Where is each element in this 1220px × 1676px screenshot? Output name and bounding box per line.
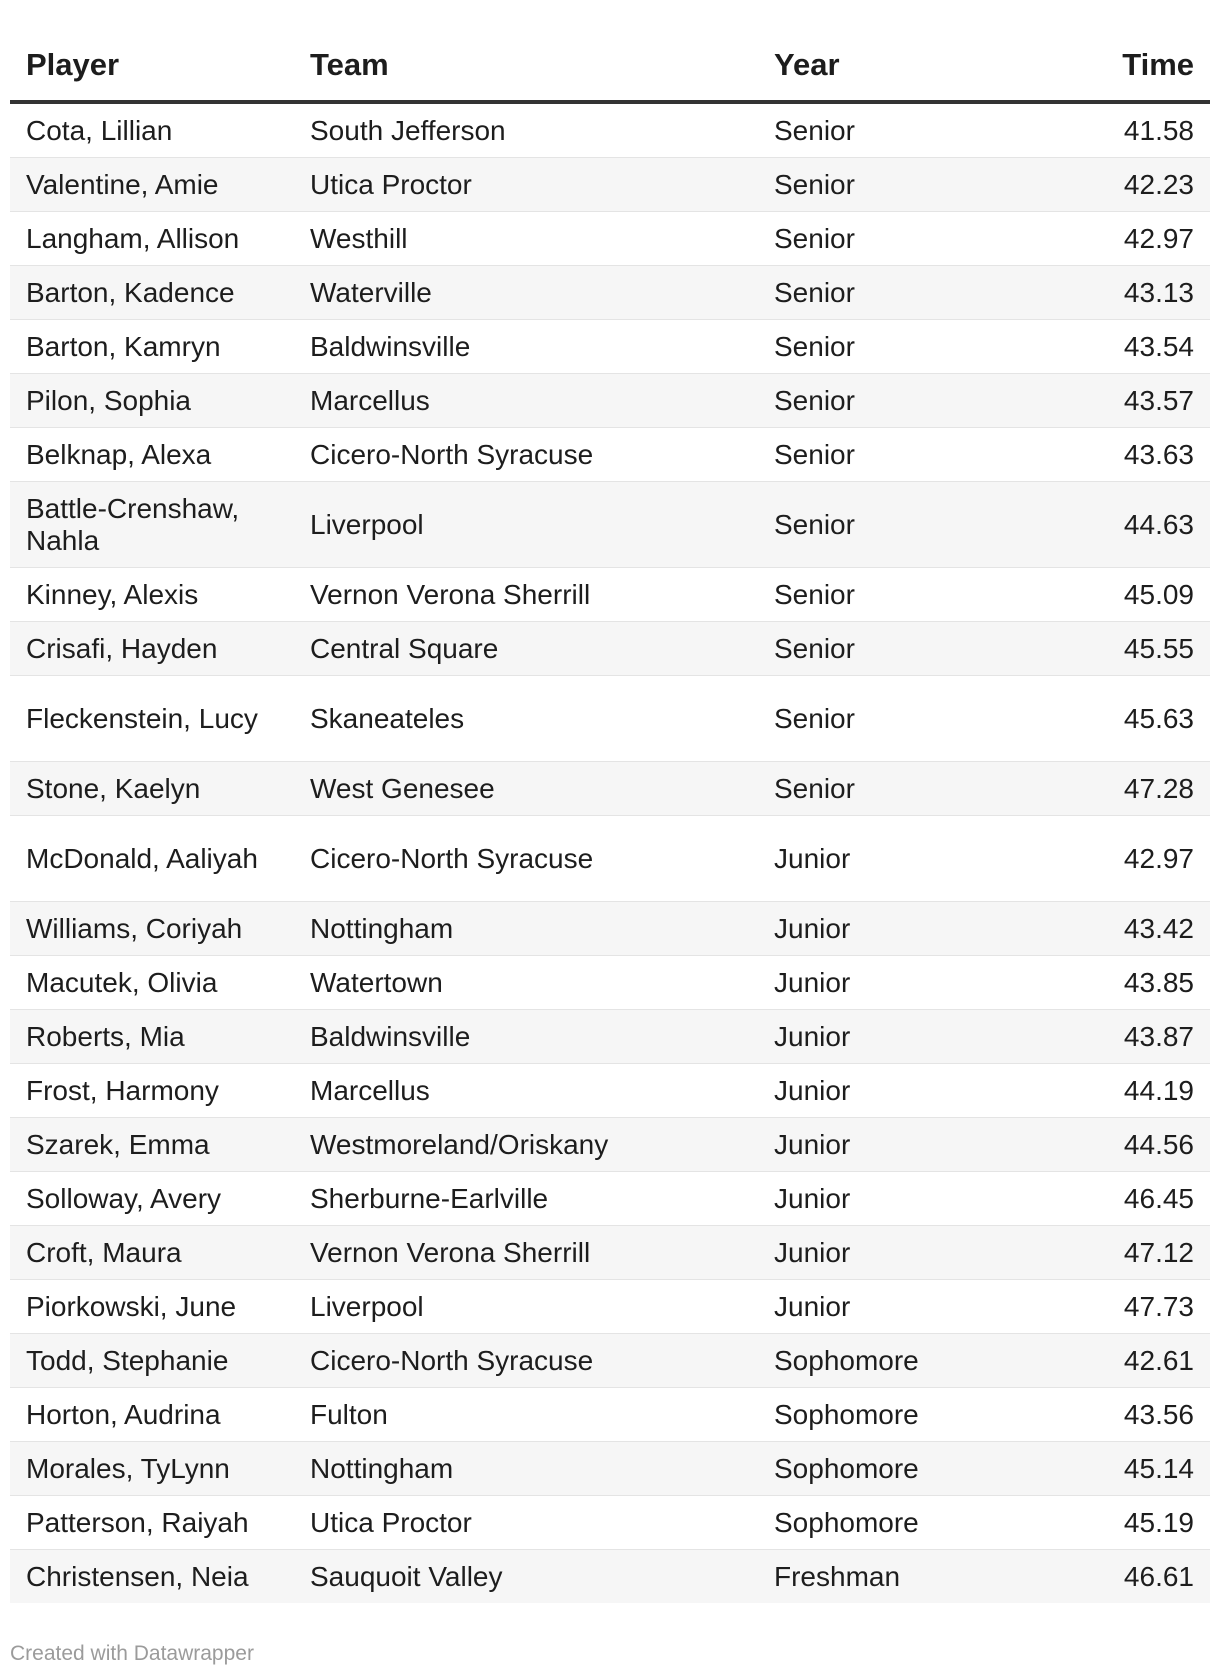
table-row xyxy=(10,902,1210,956)
table-body xyxy=(10,102,1210,1603)
table-row xyxy=(10,374,1210,428)
table-row xyxy=(10,266,1210,320)
table-row xyxy=(10,1442,1210,1496)
year-cell: Senior xyxy=(758,622,1024,676)
year-cell: Senior xyxy=(758,762,1024,816)
year-cell: Sophomore xyxy=(758,1442,1024,1496)
time-cell: 45.55 xyxy=(1024,622,1210,676)
player-cell: Croft, Maura xyxy=(10,1226,294,1280)
year-cell: Senior xyxy=(758,374,1024,428)
column-header-player[interactable]: Player xyxy=(10,30,294,102)
player-cell: Todd, Stephanie xyxy=(10,1334,294,1388)
time-cell: 43.54 xyxy=(1024,320,1210,374)
year-cell: Sophomore xyxy=(758,1334,1024,1388)
year-cell: Senior xyxy=(758,320,1024,374)
time-cell: 44.63 xyxy=(1024,482,1210,568)
team-cell: Utica Proctor xyxy=(294,158,758,212)
time-cell: 45.63 xyxy=(1024,676,1210,762)
year-cell: Junior xyxy=(758,1118,1024,1172)
team-cell: Sherburne-Earlville xyxy=(294,1172,758,1226)
team-cell: Marcellus xyxy=(294,374,758,428)
column-header-team[interactable]: Team xyxy=(294,30,758,102)
table-header-row xyxy=(10,30,1210,102)
player-cell: Barton, Kadence xyxy=(10,266,294,320)
table-row xyxy=(10,1064,1210,1118)
time-cell: 43.63 xyxy=(1024,428,1210,482)
column-header-time[interactable]: Time xyxy=(1024,30,1210,102)
year-cell: Sophomore xyxy=(758,1496,1024,1550)
team-cell: Sauquoit Valley xyxy=(294,1550,758,1604)
time-cell: 46.45 xyxy=(1024,1172,1210,1226)
year-cell: Senior xyxy=(758,102,1024,158)
player-cell: Piorkowski, June xyxy=(10,1280,294,1334)
year-cell: Senior xyxy=(758,158,1024,212)
table-row xyxy=(10,1010,1210,1064)
player-cell: Belknap, Alexa xyxy=(10,428,294,482)
results-table xyxy=(10,30,1210,1603)
team-cell: Baldwinsville xyxy=(294,1010,758,1064)
player-cell: Battle-Crenshaw, Nahla xyxy=(10,482,294,568)
team-cell: West Genesee xyxy=(294,762,758,816)
year-cell: Freshman xyxy=(758,1550,1024,1604)
table-row xyxy=(10,212,1210,266)
team-cell: Marcellus xyxy=(294,1064,758,1118)
team-cell: Skaneateles xyxy=(294,676,758,762)
team-cell: Westmoreland/Oriskany xyxy=(294,1118,758,1172)
player-cell: Szarek, Emma xyxy=(10,1118,294,1172)
time-cell: 42.97 xyxy=(1024,212,1210,266)
table-row xyxy=(10,622,1210,676)
time-cell: 43.42 xyxy=(1024,902,1210,956)
time-cell: 45.19 xyxy=(1024,1496,1210,1550)
player-cell: Langham, Allison xyxy=(10,212,294,266)
year-cell: Junior xyxy=(758,902,1024,956)
year-cell: Senior xyxy=(758,212,1024,266)
year-cell: Sophomore xyxy=(758,1388,1024,1442)
team-cell: Central Square xyxy=(294,622,758,676)
table-row xyxy=(10,1118,1210,1172)
year-cell: Senior xyxy=(758,568,1024,622)
time-cell: 45.09 xyxy=(1024,568,1210,622)
year-cell: Senior xyxy=(758,482,1024,568)
year-cell: Junior xyxy=(758,1280,1024,1334)
year-cell: Junior xyxy=(758,956,1024,1010)
time-cell: 43.13 xyxy=(1024,266,1210,320)
table-row xyxy=(10,762,1210,816)
table-row xyxy=(10,676,1210,762)
time-cell: 44.19 xyxy=(1024,1064,1210,1118)
table-row xyxy=(10,1550,1210,1604)
team-cell: Westhill xyxy=(294,212,758,266)
player-cell: Williams, Coriyah xyxy=(10,902,294,956)
player-cell: Fleckenstein, Lucy xyxy=(10,676,294,762)
player-cell: Valentine, Amie xyxy=(10,158,294,212)
team-cell: Vernon Verona Sherrill xyxy=(294,568,758,622)
player-cell: Frost, Harmony xyxy=(10,1064,294,1118)
year-cell: Junior xyxy=(758,816,1024,902)
year-cell: Senior xyxy=(758,428,1024,482)
player-cell: Kinney, Alexis xyxy=(10,568,294,622)
time-cell: 43.56 xyxy=(1024,1388,1210,1442)
player-cell: Pilon, Sophia xyxy=(10,374,294,428)
player-cell: Roberts, Mia xyxy=(10,1010,294,1064)
time-cell: 42.23 xyxy=(1024,158,1210,212)
player-cell: Solloway, Avery xyxy=(10,1172,294,1226)
team-cell: Nottingham xyxy=(294,902,758,956)
player-cell: McDonald, Aaliyah xyxy=(10,816,294,902)
player-cell: Crisafi, Hayden xyxy=(10,622,294,676)
player-cell: Horton, Audrina xyxy=(10,1388,294,1442)
team-cell: Vernon Verona Sherrill xyxy=(294,1226,758,1280)
datawrapper-credit: Created with Datawrapper xyxy=(10,1642,254,1665)
year-cell: Junior xyxy=(758,1064,1024,1118)
time-cell: 47.12 xyxy=(1024,1226,1210,1280)
table-row xyxy=(10,1280,1210,1334)
time-cell: 41.58 xyxy=(1024,102,1210,158)
year-cell: Junior xyxy=(758,1172,1024,1226)
time-cell: 46.61 xyxy=(1024,1550,1210,1604)
table-row xyxy=(10,816,1210,902)
time-cell: 47.28 xyxy=(1024,762,1210,816)
table-row xyxy=(10,1388,1210,1442)
player-cell: Christensen, Neia xyxy=(10,1550,294,1604)
player-cell: Macutek, Olivia xyxy=(10,956,294,1010)
time-cell: 43.57 xyxy=(1024,374,1210,428)
team-cell: Nottingham xyxy=(294,1442,758,1496)
time-cell: 43.87 xyxy=(1024,1010,1210,1064)
team-cell: Baldwinsville xyxy=(294,320,758,374)
table-row xyxy=(10,158,1210,212)
team-cell: Cicero-North Syracuse xyxy=(294,428,758,482)
year-cell: Senior xyxy=(758,266,1024,320)
team-cell: Waterville xyxy=(294,266,758,320)
player-cell: Morales, TyLynn xyxy=(10,1442,294,1496)
table-row xyxy=(10,1226,1210,1280)
year-cell: Junior xyxy=(758,1226,1024,1280)
table-row xyxy=(10,568,1210,622)
table-row xyxy=(10,1496,1210,1550)
time-cell: 44.56 xyxy=(1024,1118,1210,1172)
team-cell: Utica Proctor xyxy=(294,1496,758,1550)
player-cell: Stone, Kaelyn xyxy=(10,762,294,816)
time-cell: 45.14 xyxy=(1024,1442,1210,1496)
year-cell: Senior xyxy=(758,676,1024,762)
player-cell: Barton, Kamryn xyxy=(10,320,294,374)
team-cell: Watertown xyxy=(294,956,758,1010)
time-cell: 43.85 xyxy=(1024,956,1210,1010)
table-row xyxy=(10,428,1210,482)
table-row xyxy=(10,482,1210,568)
team-cell: Cicero-North Syracuse xyxy=(294,816,758,902)
table-row xyxy=(10,102,1210,158)
team-cell: South Jefferson xyxy=(294,102,758,158)
player-cell: Cota, Lillian xyxy=(10,102,294,158)
team-cell: Liverpool xyxy=(294,482,758,568)
table-row xyxy=(10,1334,1210,1388)
team-cell: Liverpool xyxy=(294,1280,758,1334)
table-row xyxy=(10,956,1210,1010)
table-row xyxy=(10,1172,1210,1226)
year-cell: Junior xyxy=(758,1010,1024,1064)
table-row xyxy=(10,320,1210,374)
column-header-year[interactable]: Year xyxy=(758,30,1024,102)
time-cell: 42.97 xyxy=(1024,816,1210,902)
time-cell: 47.73 xyxy=(1024,1280,1210,1334)
time-cell: 42.61 xyxy=(1024,1334,1210,1388)
team-cell: Fulton xyxy=(294,1388,758,1442)
team-cell: Cicero-North Syracuse xyxy=(294,1334,758,1388)
player-cell: Patterson, Raiyah xyxy=(10,1496,294,1550)
